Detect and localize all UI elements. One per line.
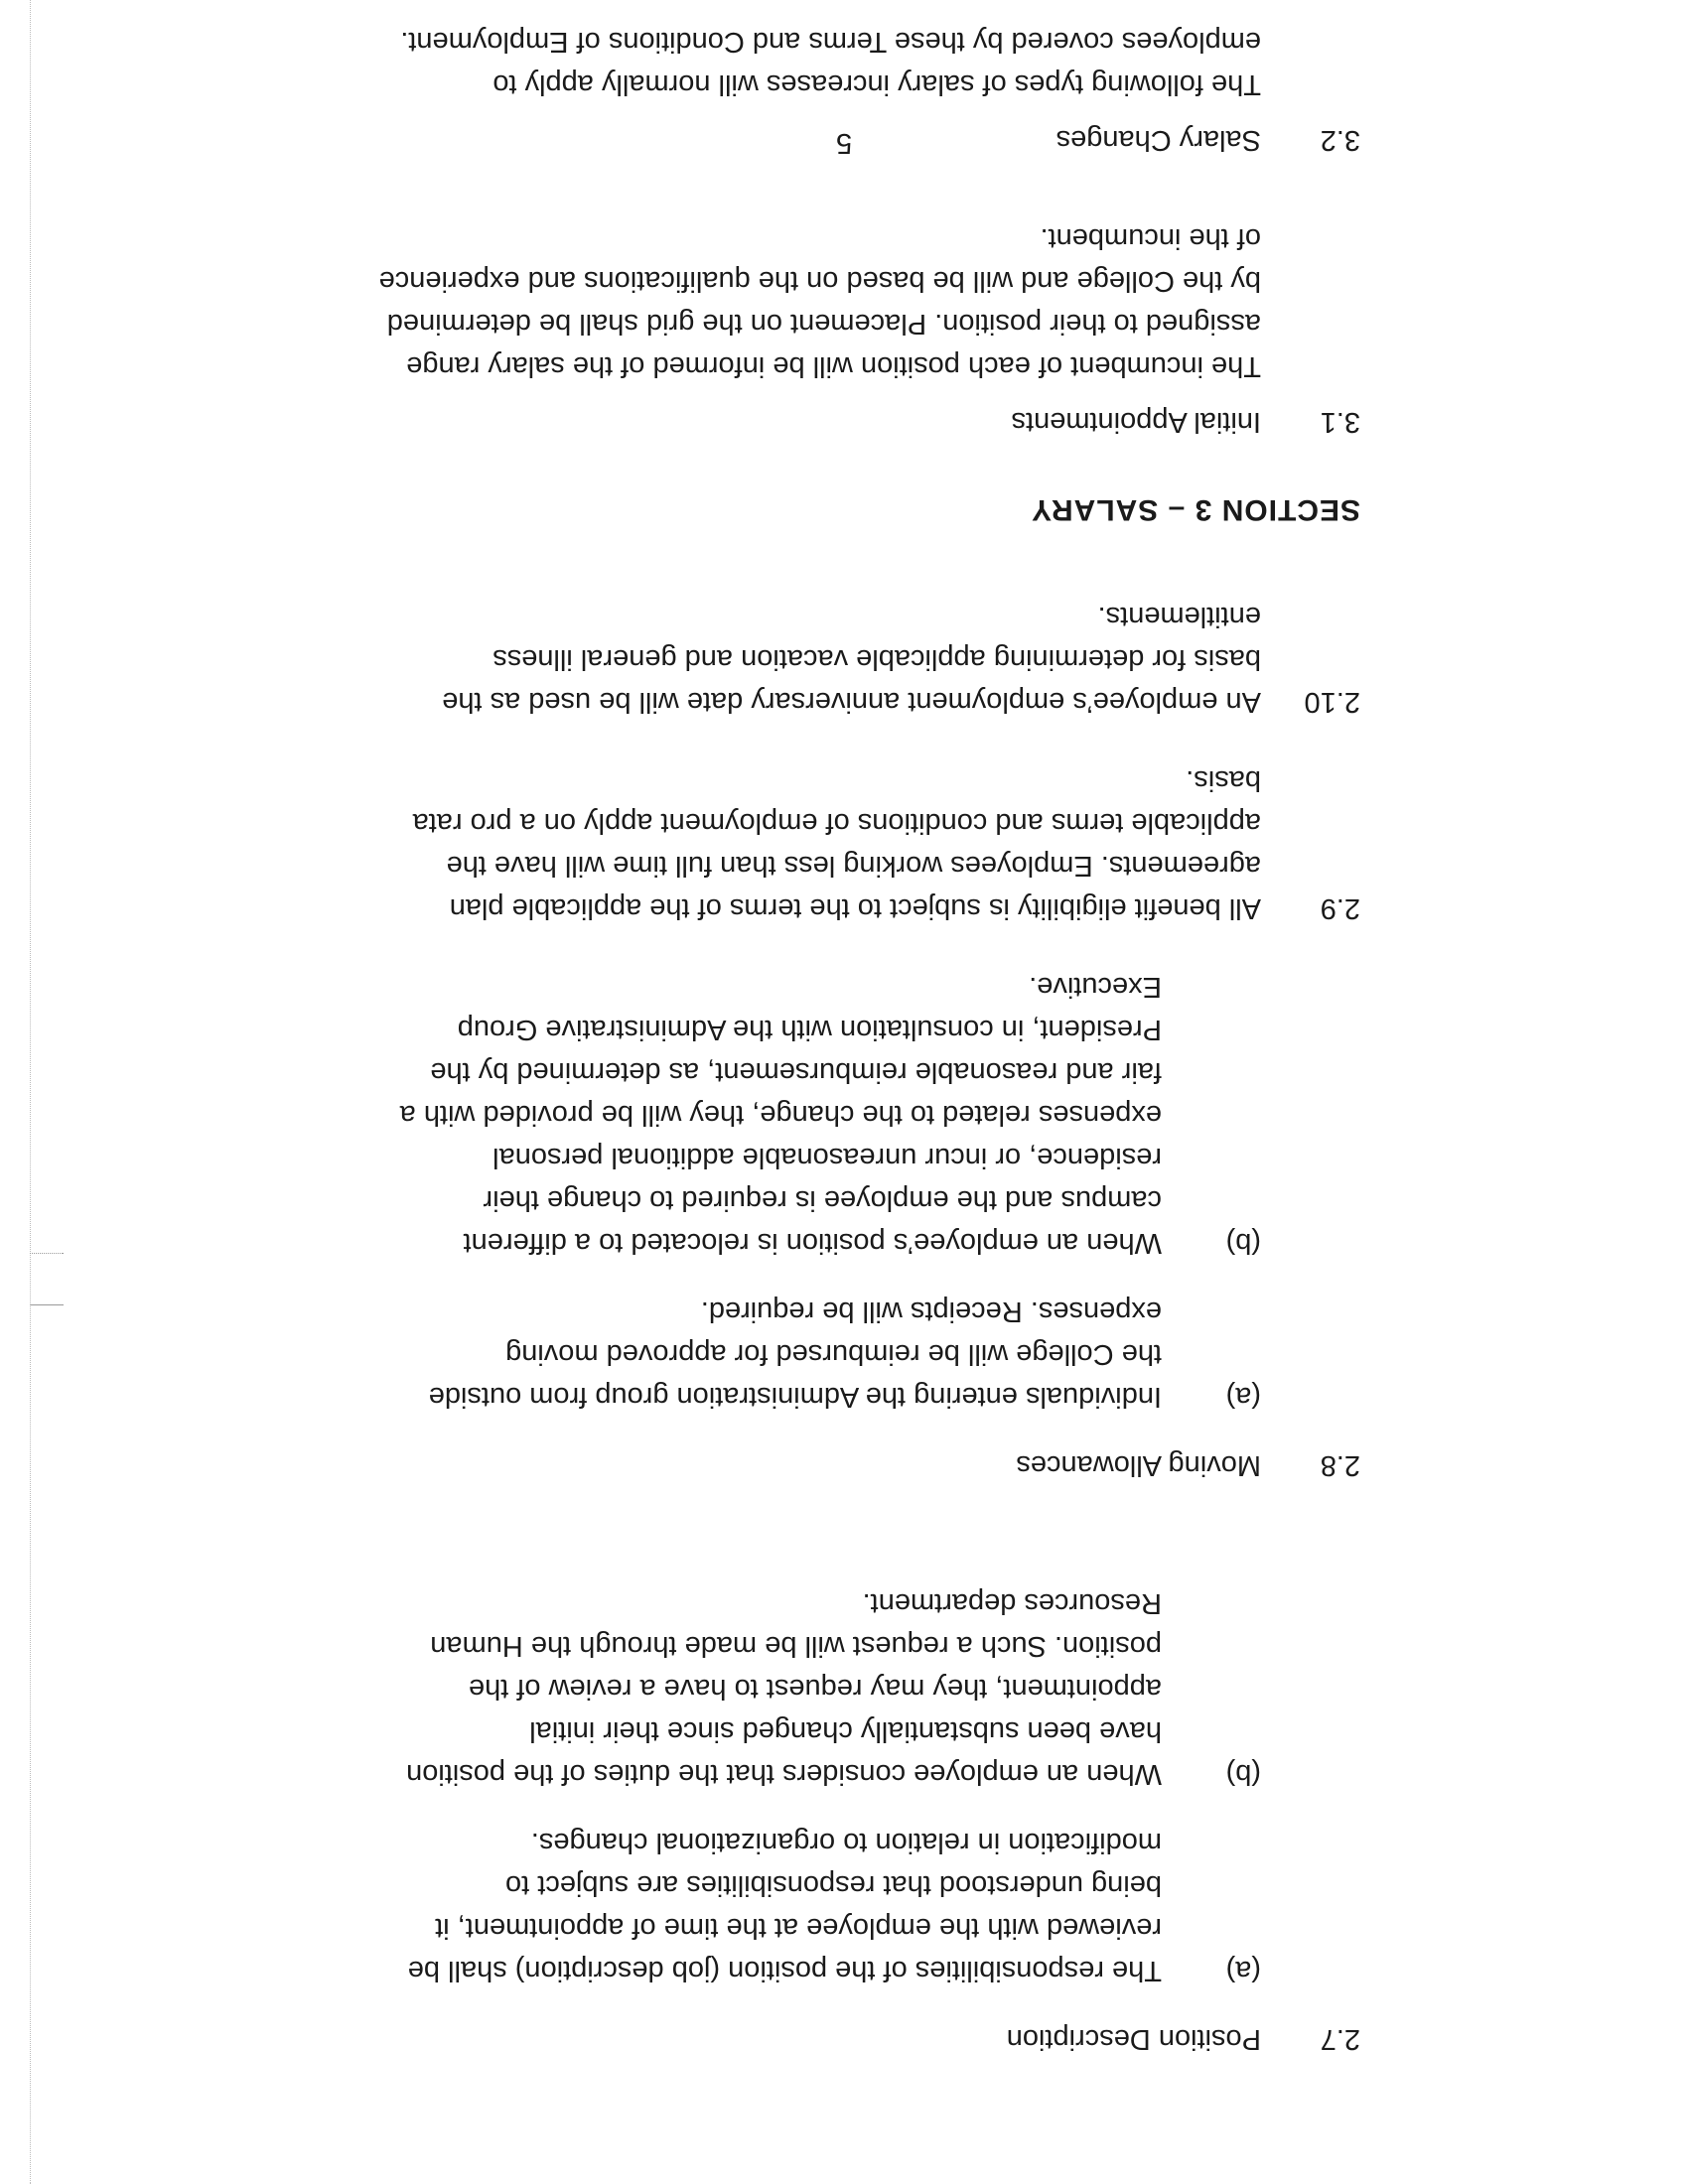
sub-clause-text: Individuals entering the Administration group from outside the College will be reimbursed for approved moving expenses. Receipts will be required. (428, 1296, 1162, 1413)
clause-2-7-heading (169, 2017, 1360, 2060)
scan-mark (30, 1304, 64, 1305)
sub-clause-text: When an employee’s position is relocated to a different campus and the employee is required to change their residence, or incur unreasonable additional personal expenses related to the change, they will be provided with a fair and reasonable reimbursement, as determined by the President, in consultation with the Administrative Group Executive. (399, 971, 1162, 1259)
page-number: 5 (835, 127, 853, 159)
clause-2-10 (169, 595, 1360, 723)
sub-clause-text: When an employee considers that the duties of the position have been substantially changed since their initial appointment, they may request to have a review of the position. Such a request will be made through the Human Resources department. (406, 1587, 1162, 1790)
section-heading: SECTION 3 – SALARY (1031, 493, 1360, 526)
clause-number: 3.1 (1320, 406, 1360, 438)
clause-2-8-b (169, 965, 1261, 1264)
sub-clause-label: (a) (1225, 1381, 1261, 1413)
clause-2-7-b (169, 1581, 1261, 1795)
clause-number: 2.7 (1320, 2023, 1360, 2055)
clause-number: 3.2 (1320, 124, 1360, 156)
document-body (169, 20, 1360, 2060)
clause-number: 2.9 (1320, 892, 1360, 924)
clause-number: 2.10 (1304, 686, 1360, 718)
sub-clause-label: (b) (1225, 1758, 1261, 1790)
clause-text: All benefit eligibility is subject to the terms of the applicable plan agreements. Employees working less than full time will have the applicable terms and conditions of employment apply on a pro rata basis. (412, 764, 1261, 924)
clause-number: 2.8 (1320, 1449, 1360, 1481)
clause-3-1-heading (169, 400, 1360, 443)
scan-mark (30, 1253, 64, 1254)
sub-clause-label: (b) (1225, 1227, 1261, 1259)
clause-title: Initial Appointments (1011, 406, 1261, 438)
clause-title: Moving Allowances (1016, 1449, 1261, 1481)
clause-2-7-a (169, 1821, 1261, 1991)
clause-2-8-heading (169, 1443, 1360, 1486)
sub-clause-text: The responsibilities of the position (job description) shall be reviewed with the employee at the time of appointment, it being understood that responsibilities are subject to modification in relation to organizational changes. (407, 1827, 1162, 1986)
clause-text: An employee’s employment anniversary date will be used as the basis for determining applicable vacation and general illness entitlements. (442, 601, 1261, 718)
clause-2-9 (169, 758, 1360, 929)
sub-clause-label: (a) (1225, 1955, 1261, 1986)
clause-3-1-text: The incumbent of each position will be informed of the salary range assigned to their position. Placement on the grid shall be determined by the College and will be based on the qualifications and experience of the incumbent. (378, 222, 1261, 382)
clause-title: Position Description (1006, 2023, 1261, 2055)
clause-3-2-text: The following types of salary increases will normally apply to employees covered by these Terms and Conditions of Employment. (400, 26, 1261, 100)
clause-title: Salary Changes (1055, 124, 1261, 156)
scan-edge-line (30, 0, 31, 2184)
clause-2-8-a (169, 1290, 1261, 1418)
